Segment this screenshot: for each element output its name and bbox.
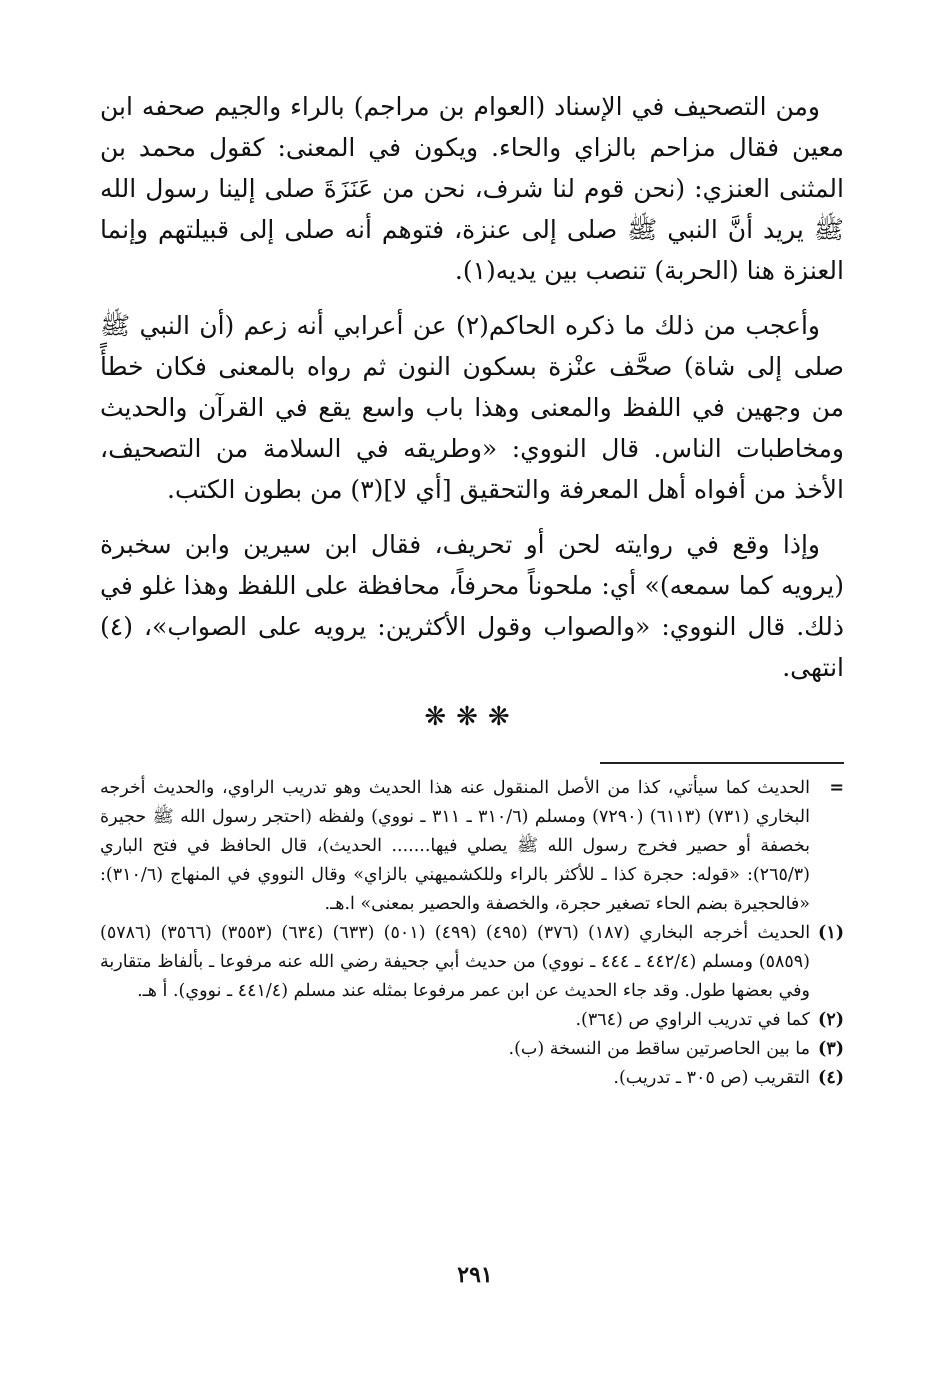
footnote-text: الحديث كما سيأتي، كذا من الأصل المنقول عنه هذا الحديث وهو تدريب الراوي، والحديث أخرجه البخاري (٧٣١) (٦١١٣) (٧٢٩٠) ومسلم (٣١٠/٦ ـ ٣١١ ـ نووي) ولفظه (احتجر رسول الله ﷺ حجيرة بخصفة أو حصير فخرج رسول الله ﷺ يصلي فيها....... الحديث)، قال الحافظ في فتح الباري (٢٦٥/٣): «قوله: حجرة كذا ـ للأكثر بالراء وللكشميهني بالزاي» وقال النووي في المنهاج (٣١٠/٦): «فالحجيرة بضم الحاء تصغير حجرة، والخصفة والحصير بمعنى» ا.هـ. [100,778,810,914]
footnote-marker: (٢) [818,1010,844,1030]
footnote-marker: (٣) [818,1039,844,1059]
footnote-marker: (٤) [818,1068,844,1088]
footnote-1 [100,919,844,1006]
footnote-separator [600,762,844,764]
footnote-continuation [100,774,844,919]
paragraph-2-text: وأعجب من ذلك ما ذكره الحاكم(٢) عن أعرابي أنه زعم (أن النبي ﷺ صلى إلى شاة) صحَّف عنْزة بسكون النون ثم رواه بالمعنى فكان خطأً من وجهين في اللفظ والمعنى وهذا باب واسع يقع في القرآن والحديث ومخاطبات الناس. قال النووي: «وطريقه في السلامة من التصحيف، الأخذ من أفواه أهل المعرفة والتحقيق [أي لا](٣) من بطون الكتب. [100,311,844,504]
footnote-text: الحديث أخرجه البخاري (١٨٧) (٣٧٦) (٤٩٥) (٤٩٩) (٥٠١) (٦٣٣) (٦٣٤) (٣٥٥٣) (٣٥٦٦) (٥٧٨٦) (٥٨٥٩) ومسلم (٤٤٢/٤ ـ ٤٤٤ ـ نووي) من حديث أبي جحيفة رضي الله عنه مرفوعا ـ بألفاظ متقاربة وفي بعضها طول. وقد جاء الحديث عن ابن عمر مرفوعا بمثله عند مسلم (٤٤١/٤ ـ نووي). أ هـ. [100,923,811,1001]
paragraph-1 [100,86,844,291]
footnote-2 [100,1006,844,1035]
footnote-marker: (١) [818,923,844,943]
page-number: ٢٩١ [457,1262,493,1288]
footnote-4 [100,1064,844,1093]
paragraph-1-text: ومن التصحيف في الإسناد (العوام بن مراجم) بالراء والجيم صحفه ابن معين فقال مزاحم بالزاي والحاء. ويكون في المعنى: كقول محمد بن المثنى العنزي: (نحن قوم لنا شرف، نحن من عَنَزَةَ صلى إلينا رسول الله ﷺ يريد أنَّ النبي ﷺ صلى إلى عنزة، فتوهم أنه صلى إلى قبيلتهم وإنما العنزة هنا (الحربة) تنصب بين يديه(١). [100,92,844,285]
footnote-marker: = [829,778,844,798]
footnote-text: التقريب (ص ٣٠٥ ـ تدريب). [613,1068,810,1088]
footnote-text: ما بين الحاصرتين ساقط من النسخة (ب). [508,1039,810,1059]
footnote-3 [100,1035,844,1064]
paragraph-3-text: وإذا وقع في روايته لحن أو تحريف، فقال ابن سيرين وابن سخبرة (يرويه كما سمعه)» أي: ملحوناً محرفاً، محافظة على اللفظ وهذا غلو في ذلك. قال النووي: «والصواب وقول الأكثرين: يرويه على الصواب»، (٤) انتهى. [100,530,844,682]
page-content [100,86,844,1093]
section-ornament: ❋❋❋ [424,702,520,732]
paragraph-2 [100,305,844,510]
paragraph-3 [100,524,844,688]
footnotes [100,774,844,1093]
footnote-text: كما في تدريب الراوي ص (٣٦٤). [575,1010,810,1030]
main-text [100,86,844,688]
